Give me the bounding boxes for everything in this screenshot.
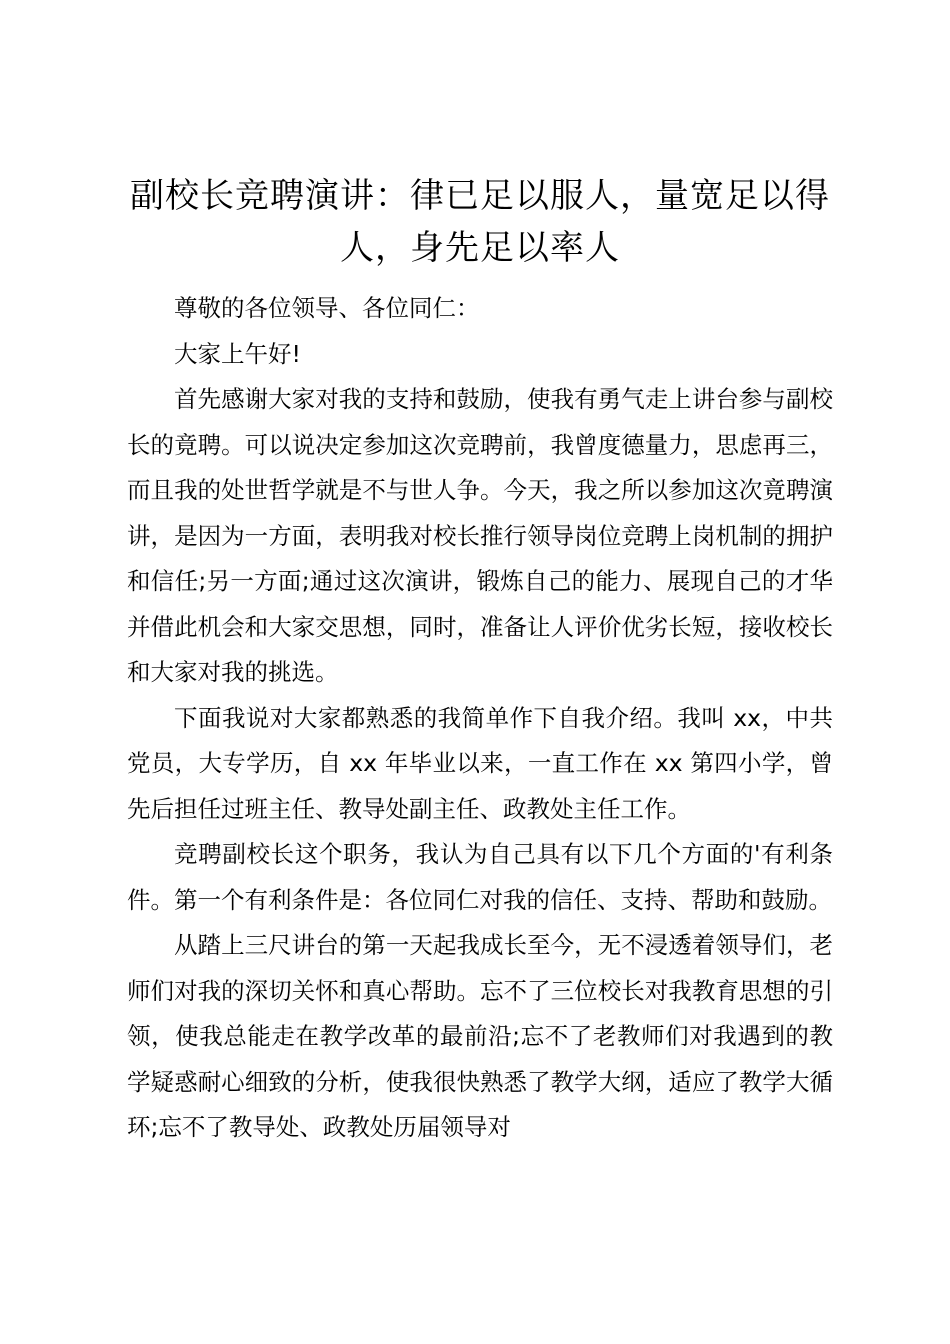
body-paragraph: 从踏上三尺讲台的第一天起我成长至今，无不浸透着领导们，老师们对我的深切关怀和真心帮助。忘不了三位校长对我教育思想的引领，使我总能走在教学改革的最前沿;忘不了老教师们对我遇到的教学疑惑耐心细致的分析，使我很快熟悉了教学大纲，适应了教学大循环;忘不了教导处、政教处历届领导对 xyxy=(127,931,833,1141)
body-paragraph: 首先感谢大家对我的支持和鼓励，使我有勇气走上讲台参与副校长的竟聘。可以说决定参加这次竞聘前，我曾度德量力，思虑再三，而且我的处世哲学就是不与世人争。今天，我之所以参加这次竟聘演讲，是因为一方面，表明我对校长推行领导岗位竞聘上岗机制的拥护和信任;另一方面;通过这次演讲，锻炼自己的能力、展现自己的才华并借此机会和大家交思想，同时，准备让人评价优劣长短，接收校长和大家对我的挑选。 xyxy=(127,385,833,686)
greeting-paragraph: 尊敬的各位领导、各位同仁： xyxy=(174,294,480,322)
body-paragraph: 下面我说对大家都熟悉的我简单作下自我介绍。我叫 xx，中共党员，大专学历，自 xx 年毕业以来，一直工作在 xx 第四小学，曾先后担任过班主任、教导处副主任、政教处主任工作。 xyxy=(127,703,833,823)
body-paragraph: 竞聘副校长这个职务，我认为自己具有以下几个方面的'有利条件。第一个有利条件是：各位同仁对我的信任、支持、帮助和鼓励。 xyxy=(127,840,833,914)
document-page xyxy=(127,170,833,1151)
document-title: 副校长竞聘演讲：律已足以服人，量宽足以得人，身先足以率人 xyxy=(130,176,830,268)
salutation-paragraph: 大家上午好! xyxy=(174,339,301,368)
